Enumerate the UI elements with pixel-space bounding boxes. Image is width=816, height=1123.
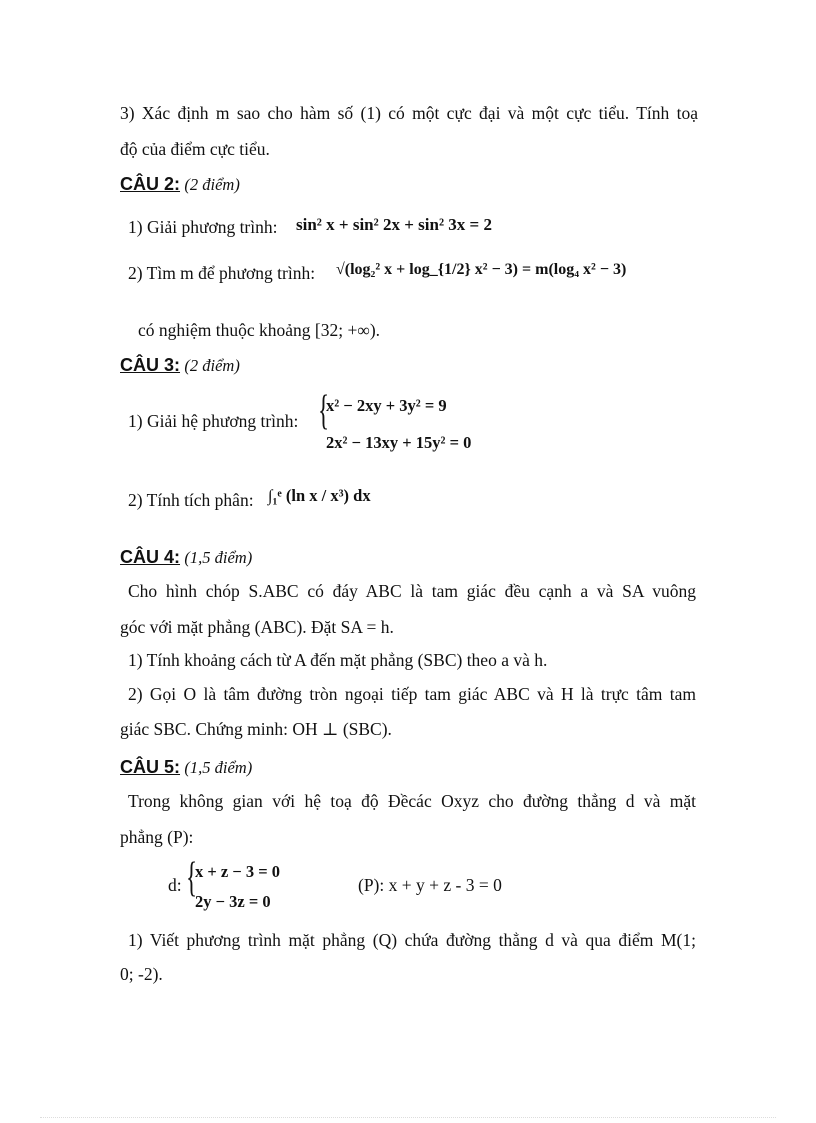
page-bottom-divider <box>40 1117 776 1118</box>
q2-heading-row <box>120 175 240 194</box>
q5-d-equation-b: 2y − 3z = 0 <box>195 892 271 911</box>
q2-points: (2 điểm) <box>184 175 240 194</box>
q4-heading: CÂU 4: <box>120 547 181 567</box>
q5-d-brace: { <box>186 855 198 901</box>
q3-p1-equation-b: 2x² − 13xy + 15y² = 0 <box>326 433 472 452</box>
q2-p1-label: 1) Giải phương trình: <box>128 217 278 237</box>
q3-p2-label: 2) Tính tích phân: <box>128 490 254 510</box>
q2-p1-equation: sin² x + sin² 2x + sin² 3x = 2 <box>296 215 492 234</box>
q4-points: (1,5 điểm) <box>184 548 253 567</box>
q5-intro-line2: phẳng (P): <box>120 827 194 847</box>
q2-p2-continuation: có nghiệm thuộc khoảng [32; +∞). <box>138 320 381 340</box>
q3-points: (2 điểm) <box>184 356 240 375</box>
q2-p2-equation: √(log₂² x + log_{1/2} x² − 3) = m(log₄ x² − 3) <box>336 261 627 278</box>
q5-p1-line1: 1) Viết phương trình mặt phẳng (Q) chứa đường thẳng d và qua điểm M(1; <box>128 930 696 950</box>
q2-p2-label: 2) Tìm m để phương trình: <box>128 263 316 283</box>
q3-p2-equation: ∫₁ᵉ (ln x / x³) dx <box>268 486 371 505</box>
q3-heading-row <box>120 356 240 375</box>
q4-heading-row <box>120 548 252 567</box>
q5-d-equation-a: x + z − 3 = 0 <box>195 862 281 881</box>
q4-p2-line1: 2) Gọi O là tâm đường tròn ngoại tiếp tam giác ABC và H là trực tâm tam <box>128 684 696 704</box>
q4-intro-line2: góc với mặt phẳng (ABC). Đặt SA = h. <box>120 617 394 637</box>
q4-intro-line1: Cho hình chóp S.ABC có đáy ABC là tam giác đều cạnh a và SA vuông <box>128 581 696 601</box>
q5-d-label: d: <box>168 875 182 895</box>
q5-plane-equation: (P): x + y + z - 3 = 0 <box>358 875 502 895</box>
q5-heading: CÂU 5: <box>120 757 181 777</box>
q1-part3-line1: 3) Xác định m sao cho hàm số (1) có một cực đại và một cực tiểu. Tính toạ <box>120 103 698 123</box>
q5-heading-row <box>120 758 252 777</box>
q2-heading: CÂU 2: <box>120 174 181 194</box>
q3-p1-equation-a: x² − 2xy + 3y² = 9 <box>326 396 447 415</box>
q5-p1-line2: 0; -2). <box>120 964 163 984</box>
q3-system-brace: { <box>318 388 330 434</box>
q3-p1-label: 1) Giải hệ phương trình: <box>128 411 299 431</box>
q5-intro-line1: Trong không gian với hệ toạ độ Đềcác Oxyz cho đường thẳng d và mặt <box>128 791 696 811</box>
q4-p2-line2: giác SBC. Chứng minh: OH ⊥ (SBC). <box>120 719 392 739</box>
q4-p1: 1) Tính khoảng cách từ A đến mặt phẳng (SBC) theo a và h. <box>128 650 548 670</box>
q3-heading: CÂU 3: <box>120 355 181 375</box>
q5-points: (1,5 điểm) <box>184 758 253 777</box>
q1-part3-line2: độ của điểm cực tiểu. <box>120 139 270 159</box>
